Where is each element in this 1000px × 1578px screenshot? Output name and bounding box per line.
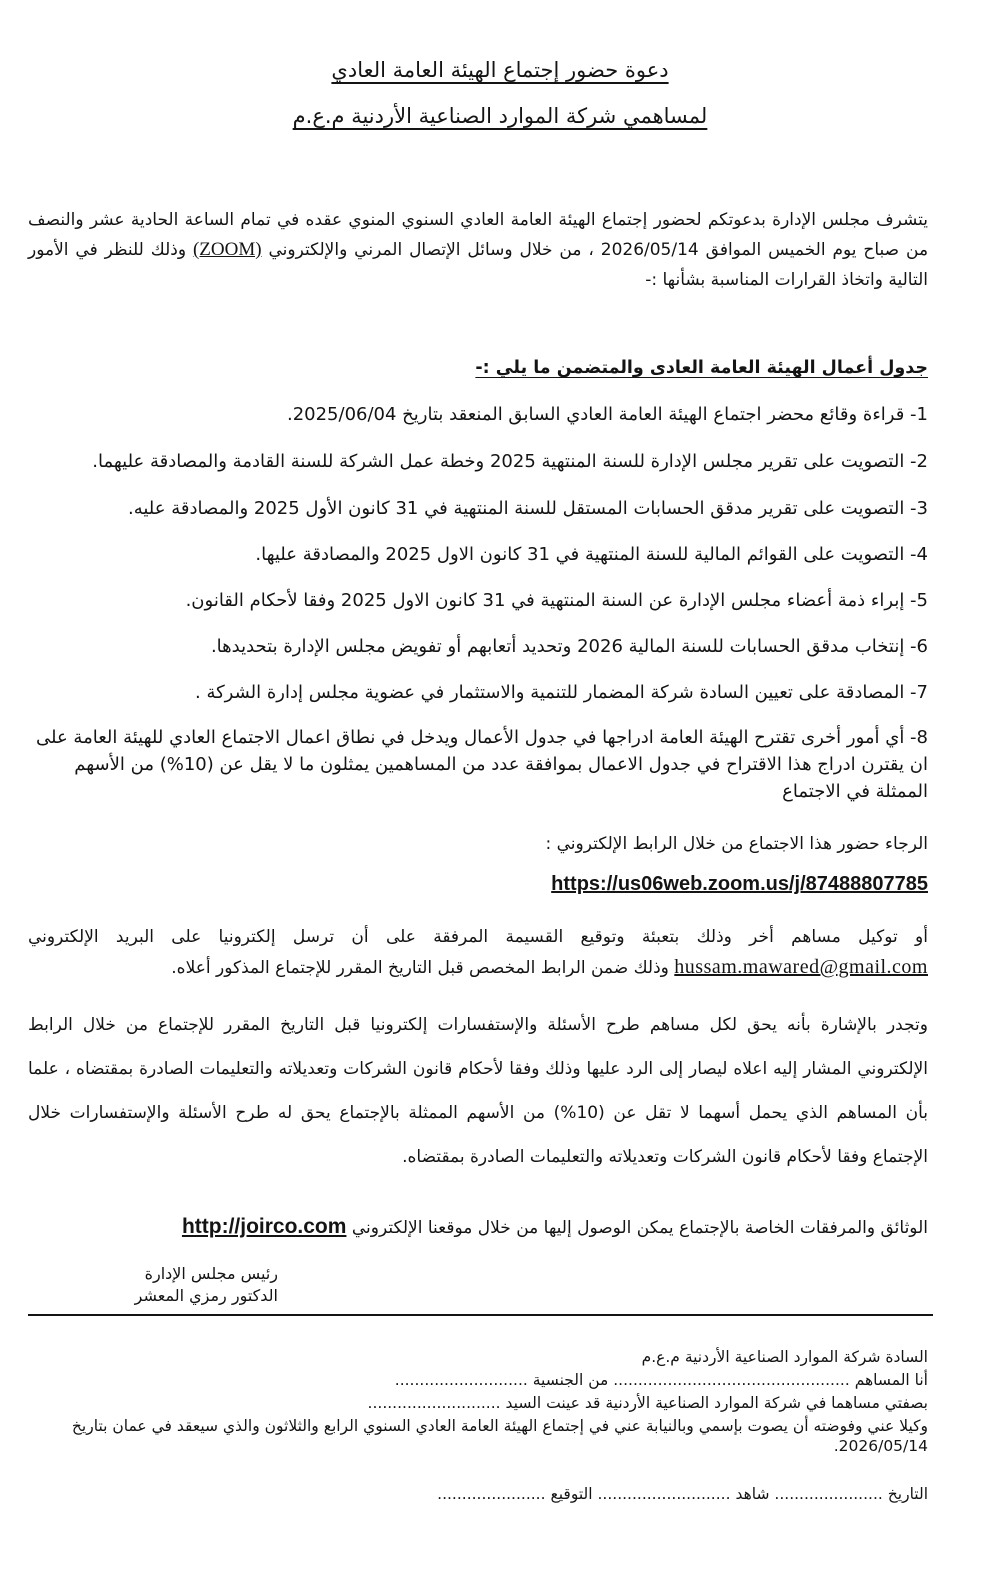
document-title: دعوة حضور إجتماع الهيئة العامة العادي — [331, 58, 669, 82]
nationality-label: من الجنسية — [532, 1371, 609, 1389]
chairman-title: رئيس مجلس الإدارة — [144, 1264, 278, 1283]
documents-paragraph — [28, 1212, 928, 1243]
proxy-form-addressee: السادة شركة الموارد الصناعية الأردنية م.ع.م — [641, 1348, 928, 1366]
intro-paragraph — [28, 205, 928, 295]
proxy-holder-field[interactable]: ........................... — [367, 1394, 501, 1412]
shareholder-name-field[interactable]: ................................................ — [613, 1371, 850, 1389]
intro-text-2: ، من خلال وسائل الإتصال المرني والإلكتروني — [268, 240, 594, 260]
intro-text-3: وذلك للنظر في الأمور التالية واتخاذ القرارات المناسبة بشأنها :- — [28, 240, 928, 290]
agenda-item: 3- التصويت على تقرير مدقق الحسابات المستقل للسنة المنتهية في 31 كانون الأول 2025 والمصادقة عليه. — [127, 498, 928, 519]
zoom-platform-label: (ZOOM) — [192, 239, 262, 260]
documents-text: الوثائق والمرفقات الخاصة بالإجتماع يمكن الوصول إليها من خلال موقعنا الإلكتروني — [351, 1218, 928, 1238]
proxy-email-link[interactable]: hussam.mawared@gmail.com — [674, 956, 928, 978]
meeting-date: 2026/05/14 — [600, 240, 699, 260]
proxy-form-shareholder-line — [395, 1370, 928, 1390]
proxy-text-2: وذلك ضمن الرابط المخصص قبل التاريخ المقرر للإجتماع المذكور أعلاه. — [171, 958, 669, 978]
proxy-form-sign-line — [437, 1484, 928, 1504]
zoom-meeting-link[interactable]: https://us06web.zoom.us/j/87488807785 — [551, 873, 928, 895]
capacity-text: بصفتي مساهما في شركة الموارد الصناعية الأردنية قد عينت السيد — [505, 1394, 928, 1412]
document-subtitle: لمساهمي شركة الموارد الصناعية الأردنية م.ع.م — [292, 104, 708, 128]
agenda-heading: جدول أعمال الهيئة العامة العادى والمتضمن ما يلي :- — [475, 358, 928, 378]
intro-text-1: يتشرف مجلس الإدارة بدعوتكم لحضور إجتماع الهيئة العامة العادي السنوي المنوي عقده في تمام الساعة الحادية عشر والنصف من صباح يوم الخميس الموافق — [28, 210, 929, 260]
attendance-text: الرجاء حضور هذا الاجتماع من خلال الرابط الإلكتروني : — [545, 834, 928, 854]
agenda-item: 4- التصويت على القوائم المالية للسنة المنتهية في 31 كانون الاول 2025 والمصادقة عليها. — [255, 544, 928, 565]
proxy-form-capacity-line — [368, 1393, 928, 1413]
website-link[interactable]: http://joirco.com — [181, 1215, 347, 1238]
agenda-item: 7- المصادقة على تعيين السادة شركة المضمار للتنمية والاستثمار في عضوية مجلس إدارة الشركة . — [195, 682, 928, 703]
agenda-item: 5- إبراء ذمة أعضاء مجلس الإدارة عن السنة المنتهية في 31 كانون الاول 2025 وفقا لأحكام القانون. — [185, 590, 928, 611]
date-label: التاريخ — [887, 1485, 928, 1503]
section-divider — [28, 1314, 933, 1316]
chairman-name: الدكتور رمزي المعشر — [134, 1286, 278, 1305]
signature-label: التوقيع — [550, 1485, 593, 1503]
witness-field[interactable]: ........................... — [597, 1485, 731, 1503]
witness-label: شاهد — [735, 1485, 770, 1503]
agenda-item: 2- التصويت على تقرير مجلس الإدارة للسنة المنتهية 2025 وخطة عمل الشركة للسنة القادمة والمصادقة عليهما. — [92, 451, 928, 472]
nationality-field[interactable]: ........................... — [394, 1371, 528, 1389]
agenda-item: 8- أي أمور أخرى تقترح الهيئة العامة ادراجها في جدول الأعمال ويدخل في نطاق اعمال الاجتماع العادي للهيئة العامة على ان يقترن ادراج هذا الاقتراح في جدول الاعمال بموافقة عدد من المساهمين يمثلون ما لا يقل عن (10%) من الأسهم الممثلة في الاجتماع — [36, 727, 928, 802]
proxy-form-authorization: وكيلا عني وفوضته أن يصوت بإسمي وبالنيابة عني في إجتماع الهيئة العامة العادي السنوي الرابع والثلاثون والذي سيعقد في عمان بتاريخ 2026/05/14. — [71, 1417, 928, 1455]
date-field[interactable]: ...................... — [774, 1485, 883, 1503]
proxy-text-1: أو توكيل مساهم أخر وذلك بتعبئة وتوقيع القسيمة المرفقة على أن ترسل إلكترونيا على البريد الإلكتروني — [28, 927, 928, 947]
shareholder-label: أنا المساهم — [854, 1371, 928, 1389]
agenda-item: 1- قراءة وقائع محضر اجتماع الهيئة العامة العادي السابق المنعقد بتاريخ 2025/06/04. — [286, 404, 928, 425]
signature-block — [135, 1263, 278, 1307]
signature-field[interactable]: ...................... — [437, 1485, 546, 1503]
agenda-item: 6- إنتخاب مدقق الحسابات للسنة المالية 2026 وتحديد أتعابهم أو تفويض مجلس الإدارة بتحديدها. — [210, 636, 928, 657]
questions-paragraph: وتجدر بالإشارة بأنه يحق لكل مساهم طرح الأسئلة والإستفسارات إلكترونيا قبل التاريخ المقرر للإجتماع من خلال الرابط الإلكتروني المشار إليه اعلاه ليصار إلى الرد عليها وذلك وفقا لأحكام قانون الشركات وتعديلاته والتعليمات الصادرة بمقتضاه ، علما بأن المساهم الذي يحمل أسهما لا تقل عن (10%) من الأسهم الممثلة بالإجتماع يحق له طرح الأسئلة والإستفسارات خلال الإجتماع وفقا لأحكام قانون الشركات وتعديلاته والتعليمات الصادرة بمقتضاه. — [28, 1015, 929, 1167]
proxy-paragraph — [28, 922, 928, 983]
